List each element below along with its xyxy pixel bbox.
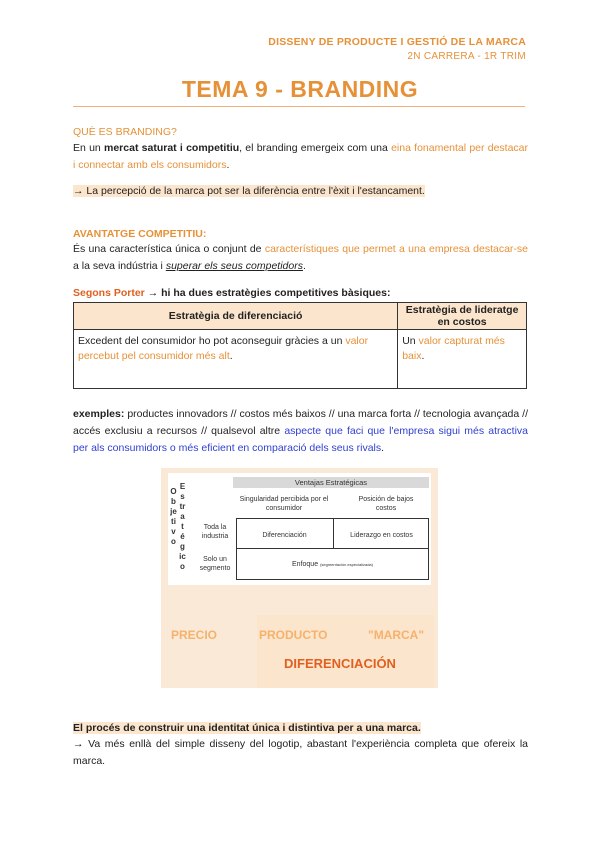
course-title: DISSENY DE PRODUCTE I GESTIÓ DE LA MARCA	[268, 36, 526, 48]
porter-matrix-image	[168, 473, 431, 585]
matrix-col-a: Singularidad percibida por el consumidor	[239, 496, 329, 512]
table-header-differentiation: Estratègia de diferenciació	[74, 303, 398, 330]
price-label: PRECIO	[171, 628, 218, 642]
brand-label: "MARCA"	[368, 628, 425, 642]
porter-strategies-table	[73, 302, 527, 389]
porter-heading: Segons Porter → hi ha dues estratègies competitives bàsiques:	[73, 287, 391, 299]
matrix-side-label: Objetivo	[170, 487, 177, 546]
page-title: TEMA 9 - BRANDING	[181, 76, 419, 102]
product-label: PRODUCTO	[259, 628, 328, 642]
process-heading: El procés de construir una identitat única i distintiva per a una marca.	[73, 722, 421, 734]
matrix-col-b: Posición de bajos costos	[358, 496, 414, 512]
section-heading-advantage: AVANTATGE COMPETITIU:	[73, 228, 207, 240]
advantage-paragraph: És una característica única o conjunt de característiques que permet a una empresa destacar-se a la seva indústria i superar els seus competidors.	[73, 243, 529, 272]
matrix-side-label-2: Estratégico	[179, 482, 186, 571]
section-heading-what-is: QUÈ ES BRANDING?	[73, 126, 177, 138]
matrix-cell-focus: Enfoque (segmentación especializada)	[292, 561, 373, 568]
table-cell-differentiation: Excedent del consumidor ho pot aconseguir gràcies a un valor percebut pel consumidor més alt.	[74, 330, 398, 389]
title-divider	[73, 106, 525, 107]
table-cell-cost-leadership: Un valor capturat més baix.	[398, 330, 527, 389]
matrix-row-b: Solo un segmento	[199, 556, 231, 572]
matrix-cell-differentiation: Diferenciación	[262, 532, 307, 539]
examples-paragraph: exemples: productes innovadors // costos més baixos // una marca forta // tecnologia avançada // accés exclusiu a recursos // qualsevol altre aspecte que faci que l'empresa sigui més atractiva per als consumidors o més eficient en comparació dels seus rivals.	[73, 408, 528, 454]
matrix-row-a: Toda la industria	[201, 524, 229, 540]
table-header-cost-leadership: Estratègia de lideratge en costos	[398, 303, 527, 330]
matrix-cell-cost: Liderazgo en costos	[350, 532, 413, 539]
matrix-row-divider	[236, 548, 429, 549]
process-text: → Va més enllà del simple disseny del logotip, abastant l'experiència completa que ofereix la marca.	[73, 738, 528, 767]
strategic-advantages-figure	[161, 468, 438, 688]
differentiation-highlight	[257, 615, 434, 688]
matrix-header: Ventajas Estratégicas	[233, 477, 429, 488]
semester-label: 2N CARRERA - 1R TRIM	[407, 51, 526, 62]
differentiation-label: DIFERENCIACIÓN	[284, 656, 396, 671]
perception-note: → La percepció de la marca pot ser la diferència entre l'èxit i l'estancament.	[73, 185, 425, 197]
what-is-paragraph: En un mercat saturat i competitiu, el branding emergeix com una eina fonamental per destacar i connectar amb els consumidors.	[73, 142, 529, 171]
